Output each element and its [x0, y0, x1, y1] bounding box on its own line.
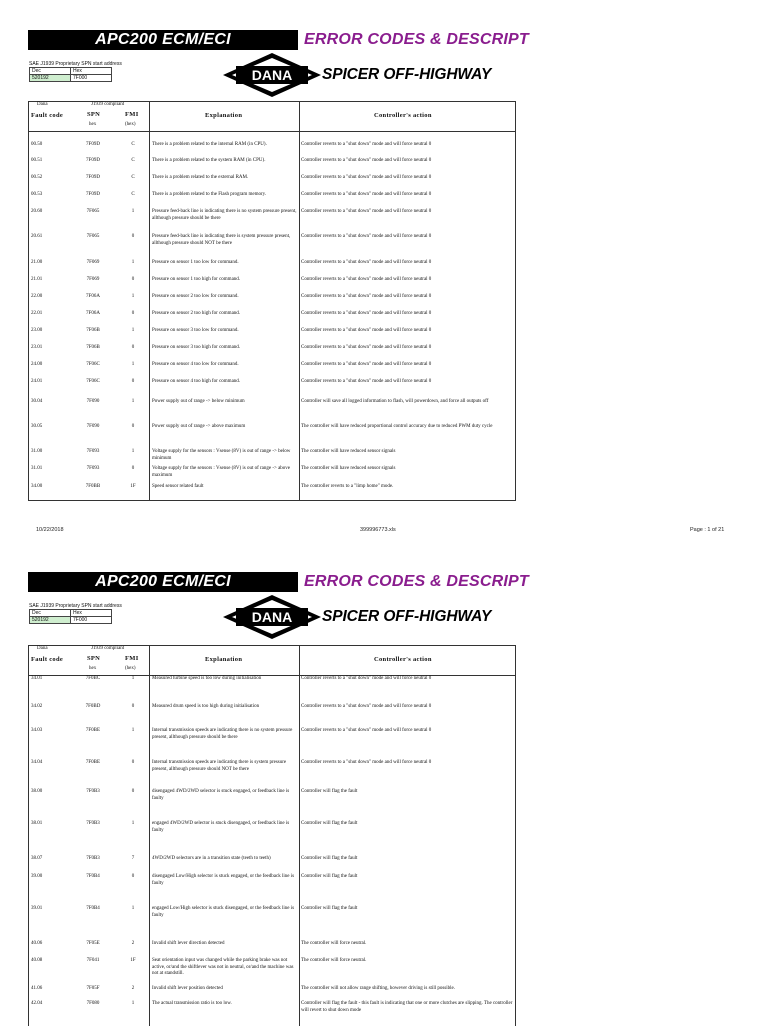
brand-text: SPICER OFF-HIGHWAY [322, 608, 492, 625]
explanation-cell: Pressure on sensor 3 too high for command. [152, 345, 241, 350]
fmi-cell: C [131, 142, 135, 147]
fault-code-cell: 34.00 [31, 484, 43, 489]
action-cell: Controller will flag the fault - this fault is indicating that one or more clutches are slipping. The controller will revert to shut down mode [301, 1001, 513, 1013]
action-cell: Controller reverts to a "shut down" mode and will force neutral 0 [301, 142, 432, 147]
dec-label: Dec [30, 610, 71, 617]
action-cell: The controller will not allow range shifting, however driving is still possible. [301, 986, 456, 991]
action-cell: The controller will force neutral. [301, 958, 367, 963]
action-cell: Controller reverts to a "shut down" mode and will force neutral 0 [301, 676, 432, 681]
action-cell: Controller reverts to a "shut down" mode and will force neutral 0 [301, 158, 432, 163]
fmi-cell: 0 [131, 379, 135, 384]
action-cell: Controller will flag the fault [301, 874, 358, 879]
explanation-cell: Power supply out of range -> below minimum [152, 399, 245, 404]
col-fmi-unit: (hex) [125, 666, 136, 671]
action-cell: Controller reverts to a "shut down" mode and will force neutral 0 [301, 728, 432, 733]
fault-code-cell: 20.61 [31, 234, 43, 239]
explanation-cell: Invalid shift lever position detected [152, 986, 223, 991]
col-spn-unit: hex [89, 122, 97, 127]
hex-value: 7F000 [71, 75, 112, 82]
fault-code-cell: 30.05 [31, 424, 43, 429]
dec-value: 520192 [30, 75, 71, 82]
doc-title: APC200 ECM/ECI [28, 572, 298, 592]
fmi-cell: 1 [131, 821, 135, 826]
spn-cell: 7F0B3 [86, 789, 100, 794]
fmi-cell: 2 [131, 941, 135, 946]
fmi-cell: C [131, 175, 135, 180]
spn-cell: 7F06C [86, 379, 100, 384]
explanation-cell: There is a problem related to the system RAM (in CPU). [152, 158, 266, 163]
spn-cell: 7F090 [86, 424, 100, 429]
explanation-cell: Speed sensor related fault [152, 484, 204, 489]
explanation-cell: 4WD/2WD selectors are in a transition state (teeth to teeth) [152, 856, 271, 861]
fmi-cell: 1F [130, 484, 136, 489]
dec-value: 520192 [30, 617, 71, 624]
fault-code-cell: 34.01 [31, 676, 43, 681]
spn-cell: 7F090 [86, 399, 100, 404]
fmi-cell: C [131, 158, 135, 163]
spn-cell: 7F080 [86, 1001, 100, 1006]
col-action: Controller's action [374, 112, 432, 119]
action-cell: Controller reverts to a "shut down" mode and will force neutral 0 [301, 209, 432, 214]
fault-code-cell: 24.00 [31, 362, 43, 367]
spn-cell: 7F0BE [85, 760, 101, 765]
spn-address-label: SAE J1939 Proprietary SPN start address [29, 61, 122, 67]
fault-code-cell: 34.04 [31, 760, 43, 765]
fmi-cell: 0 [131, 345, 135, 350]
fmi-cell: 0 [131, 704, 135, 709]
spn-cell: 7F0B4 [86, 906, 100, 911]
spn-cell: 7F0BC [85, 676, 101, 681]
spn-cell: 7F093 [86, 466, 100, 471]
explanation-cell: Voltage supply for the sensors : Vsense (8V) is out of range -> above maximum [152, 466, 291, 478]
action-cell: Controller reverts to a "shut down" mode and will force neutral 0 [301, 362, 432, 367]
fmi-cell: 0 [131, 760, 135, 765]
col-divider [299, 102, 300, 500]
action-cell: Controller reverts to a "shut down" mode and will force neutral 0 [301, 175, 432, 180]
spn-cell: 7F0B3 [86, 856, 100, 861]
spn-address-table [29, 67, 112, 82]
col-fault-code: Fault code [31, 656, 64, 663]
spn-address-label: SAE J1939 Proprietary SPN start address [29, 603, 122, 609]
dana-logo-icon [222, 594, 322, 640]
fmi-cell: 0 [131, 874, 135, 879]
fmi-cell: 1 [131, 449, 135, 454]
spn-cell: 7F06B [86, 345, 100, 350]
fault-code-cell: 42.04 [31, 1001, 43, 1006]
action-cell: Controller reverts to a "shut down" mode and will force neutral 0 [301, 192, 432, 197]
col-explanation: Explanation [205, 112, 243, 119]
fault-code-cell: 38.00 [31, 789, 43, 794]
fault-code-cell: 00.53 [31, 192, 43, 197]
explanation-cell: Voltage supply for the sensors : Vsense (8V) is out of range -> below minimum [152, 449, 291, 461]
error-table-2 [28, 645, 516, 1026]
col-dana: Dana [37, 646, 48, 651]
explanation-cell: engaged Low/High selector is stuck disengaged, or the feedback line is faulty [152, 906, 295, 918]
col-fmi: FMI [125, 111, 139, 118]
col-spn-unit: hex [89, 666, 97, 671]
fault-code-cell: 24.01 [31, 379, 43, 384]
fmi-cell: 1 [131, 260, 135, 265]
fault-code-cell: 38.07 [31, 856, 43, 861]
fmi-cell: 0 [131, 311, 135, 316]
action-cell: The controller will have reduced sensor signals [301, 466, 396, 471]
footer-page: Page : 1 of 21 [690, 527, 725, 533]
fault-code-cell: 21.01 [31, 277, 43, 282]
fault-code-cell: 38.01 [31, 821, 43, 826]
explanation-cell: Internal transmission speeds are indicating there is system pressure present, allthough pressure should NOT be there [152, 760, 287, 772]
fmi-cell: 1 [131, 209, 135, 214]
logo-text: DANA [251, 609, 293, 625]
action-cell: Controller reverts to a "shut down" mode and will force neutral 0 [301, 704, 432, 709]
spn-cell: 7F05E [86, 941, 100, 946]
fault-code-cell: 31.00 [31, 449, 43, 454]
action-cell: The controller will force neutral. [301, 941, 367, 946]
fault-code-cell: 20.60 [31, 209, 43, 214]
fmi-cell: 2 [131, 986, 135, 991]
fault-code-cell: 22.00 [31, 294, 43, 299]
spn-cell: 7F06C [86, 362, 100, 367]
action-cell: Controller will flag the fault [301, 906, 358, 911]
spn-cell: 7F069 [86, 277, 100, 282]
spn-cell: 7F093 [86, 449, 100, 454]
spn-cell: 7F065 [86, 234, 100, 239]
footer-date: 10/22/2018 [36, 527, 64, 533]
spn-cell: 7F0BB [85, 484, 101, 489]
action-cell: Controller reverts to a "shut down" mode and will force neutral 0 [301, 345, 432, 350]
spn-cell: 7F05F [86, 986, 100, 991]
action-cell: The controller reverts to a "limp home" mode. [301, 484, 394, 489]
fault-code-cell: 39.00 [31, 874, 43, 879]
action-cell: Controller reverts to a "shut down" mode and will force neutral 0 [301, 260, 432, 265]
action-cell: Controller reverts to a "shut down" mode and will force neutral 0 [301, 328, 432, 333]
explanation-cell: There is a problem related to the external RAM. [152, 175, 249, 180]
explanation-cell: Internal transmission speeds are indicating there is no system pressure present, allthough pressure should be there [152, 728, 293, 740]
explanation-cell: disengaged Low/High selector is stuck engaged, or the feedback line is faulty [152, 874, 295, 886]
action-cell: Controller will flag the fault [301, 856, 358, 861]
fmi-cell: C [131, 192, 135, 197]
fault-code-cell: 31.01 [31, 466, 43, 471]
fault-code-cell: 40.08 [31, 958, 43, 963]
explanation-cell: Measured drum speed is too high during initialisation [152, 704, 260, 709]
fault-code-cell: 00.51 [31, 158, 43, 163]
spn-cell: 7F069 [86, 260, 100, 265]
action-cell: Controller reverts to a "shut down" mode and will force neutral 0 [301, 760, 432, 765]
col-divider [149, 102, 150, 500]
fmi-cell: 0 [131, 466, 135, 471]
explanation-cell: There is a problem related to the internal RAM (in CPU). [152, 142, 267, 147]
dana-logo-icon [222, 52, 322, 98]
action-cell: Controller reverts to a "shut down" mode and will force neutral 0 [301, 294, 432, 299]
explanation-cell: disengaged 4WD/2WD selector is stuck engaged, or feedback line is faulty [152, 789, 290, 801]
logo-text: DANA [251, 67, 293, 83]
spn-cell: 7F09D [86, 175, 100, 180]
sheet-page-2 [0, 548, 768, 1024]
spn-address-table [29, 609, 112, 624]
spn-cell: 7F06A [86, 294, 100, 299]
fmi-cell: 1 [131, 399, 135, 404]
fmi-cell: 1 [131, 676, 135, 681]
explanation-cell: engaged 4WD/2WD selector is stuck disengaged, or feedback line is faulty [152, 821, 290, 833]
explanation-cell: Pressure on sensor 3 too low for command. [152, 328, 239, 333]
action-cell: Controller will save all logged information to flash, will powerdown, and force all outputs off [301, 399, 489, 404]
hex-value: 7F000 [71, 617, 112, 624]
fault-code-cell: 23.00 [31, 328, 43, 333]
fault-code-cell: 41.06 [31, 986, 43, 991]
action-cell: The controller will have reduced sensor signals [301, 449, 396, 454]
explanation-cell: Pressure on sensor 1 too low for command. [152, 260, 239, 265]
table-header [29, 102, 515, 132]
spn-cell: 7F0B3 [86, 821, 100, 826]
col-j1939: J1939 compliant [91, 102, 125, 107]
explanation-cell: Pressure on sensor 4 too low for command. [152, 362, 239, 367]
explanation-cell: Pressure on sensor 2 too high for command. [152, 311, 241, 316]
doc-title: APC200 ECM/ECI [28, 30, 298, 50]
spn-cell: 7F06B [86, 328, 100, 333]
col-fault-code: Fault code [31, 112, 64, 119]
col-explanation: Explanation [205, 656, 243, 663]
spn-cell: 7F0B4 [86, 874, 100, 879]
brand-text: SPICER OFF-HIGHWAY [322, 66, 492, 83]
action-cell: Controller will flag the fault [301, 789, 358, 794]
fault-code-cell: 21.00 [31, 260, 43, 265]
fmi-cell: 1 [131, 362, 135, 367]
col-j1939: J1939 compliant [91, 646, 125, 651]
fmi-cell: 0 [131, 277, 135, 282]
explanation-cell: Pressure on sensor 1 too high for command. [152, 277, 241, 282]
explanation-cell: There is a problem related to the Flash program memory. [152, 192, 267, 197]
col-dana: Dana [37, 102, 48, 107]
fault-code-cell: 34.03 [31, 728, 43, 733]
fault-code-cell: 00.50 [31, 142, 43, 147]
action-cell: Controller reverts to a "shut down" mode and will force neutral 0 [301, 277, 432, 282]
action-cell: Controller reverts to a "shut down" mode and will force neutral 0 [301, 379, 432, 384]
col-fmi-unit: (hex) [125, 122, 136, 127]
col-fmi: FMI [125, 655, 139, 662]
fmi-cell: 1 [131, 1001, 135, 1006]
fmi-cell: 1 [131, 728, 135, 733]
explanation-cell: Pressure feed-back line is indicating there is no system pressure present, allthough pressure should be there [152, 209, 297, 221]
explanation-cell: Seat orientation input was changed while the parking brake was not active, or/and the shiftlever was not in neutral, or/and the machine was not at standstill. [152, 958, 294, 976]
col-action: Controller's action [374, 656, 432, 663]
explanation-cell: Measured turbine speed is too low during initialisation [152, 676, 262, 681]
explanation-cell: Pressure feed-back line is indicating there is system pressure present, allthough pressure should NOT be there [152, 234, 291, 246]
fmi-cell: 0 [131, 789, 135, 794]
fault-code-cell: 34.02 [31, 704, 43, 709]
table-header [29, 646, 515, 676]
fmi-cell: 0 [131, 424, 135, 429]
col-spn: SPN [87, 655, 101, 662]
fault-code-cell: 40.06 [31, 941, 43, 946]
fault-code-cell: 00.52 [31, 175, 43, 180]
fmi-cell: 7 [131, 856, 135, 861]
explanation-cell: Pressure on sensor 2 too low for command. [152, 294, 239, 299]
doc-subtitle: ERROR CODES & DESCRIPT [304, 31, 529, 48]
error-table-1 [28, 101, 516, 501]
hex-label: Hex [71, 610, 112, 617]
fault-code-cell: 30.04 [31, 399, 43, 404]
spn-cell: 7F065 [86, 209, 100, 214]
spn-cell: 7F041 [86, 958, 100, 963]
spn-cell: 7F09D [86, 142, 100, 147]
fmi-cell: 1F [130, 958, 136, 963]
action-cell: The controller will have reduced proportional control accuracy due to reduced PWM duty cycle [301, 424, 493, 429]
dec-label: Dec [30, 68, 71, 75]
explanation-cell: Power supply out of range -> above maximum [152, 424, 246, 429]
spn-cell: 7F0BE [85, 728, 101, 733]
col-divider [299, 646, 300, 1026]
action-cell: Controller reverts to a "shut down" mode and will force neutral 0 [301, 311, 432, 316]
fmi-cell: 1 [131, 294, 135, 299]
explanation-cell: Pressure on sensor 4 too high for command. [152, 379, 241, 384]
fault-code-cell: 39.01 [31, 906, 43, 911]
spn-cell: 7F09D [86, 192, 100, 197]
fault-code-cell: 22.01 [31, 311, 43, 316]
spn-cell: 7F0BD [85, 704, 101, 709]
fmi-cell: 1 [131, 906, 135, 911]
action-cell: Controller reverts to a "shut down" mode and will force neutral 0 [301, 234, 432, 239]
spn-cell: 7F06A [86, 311, 100, 316]
explanation-cell: The actual transmission ratio is too low. [152, 1001, 232, 1006]
action-cell: Controller will flag the fault [301, 821, 358, 826]
doc-subtitle: ERROR CODES & DESCRIPT [304, 573, 529, 590]
hex-label: Hex [71, 68, 112, 75]
fault-code-cell: 23.01 [31, 345, 43, 350]
spn-cell: 7F09D [86, 158, 100, 163]
col-divider [149, 646, 150, 1026]
fmi-cell: 1 [131, 328, 135, 333]
col-spn: SPN [87, 111, 101, 118]
explanation-cell: Invalid shift lever direction detected [152, 941, 225, 946]
footer-file: 399996773.xls [360, 527, 396, 533]
fmi-cell: 0 [131, 234, 135, 239]
